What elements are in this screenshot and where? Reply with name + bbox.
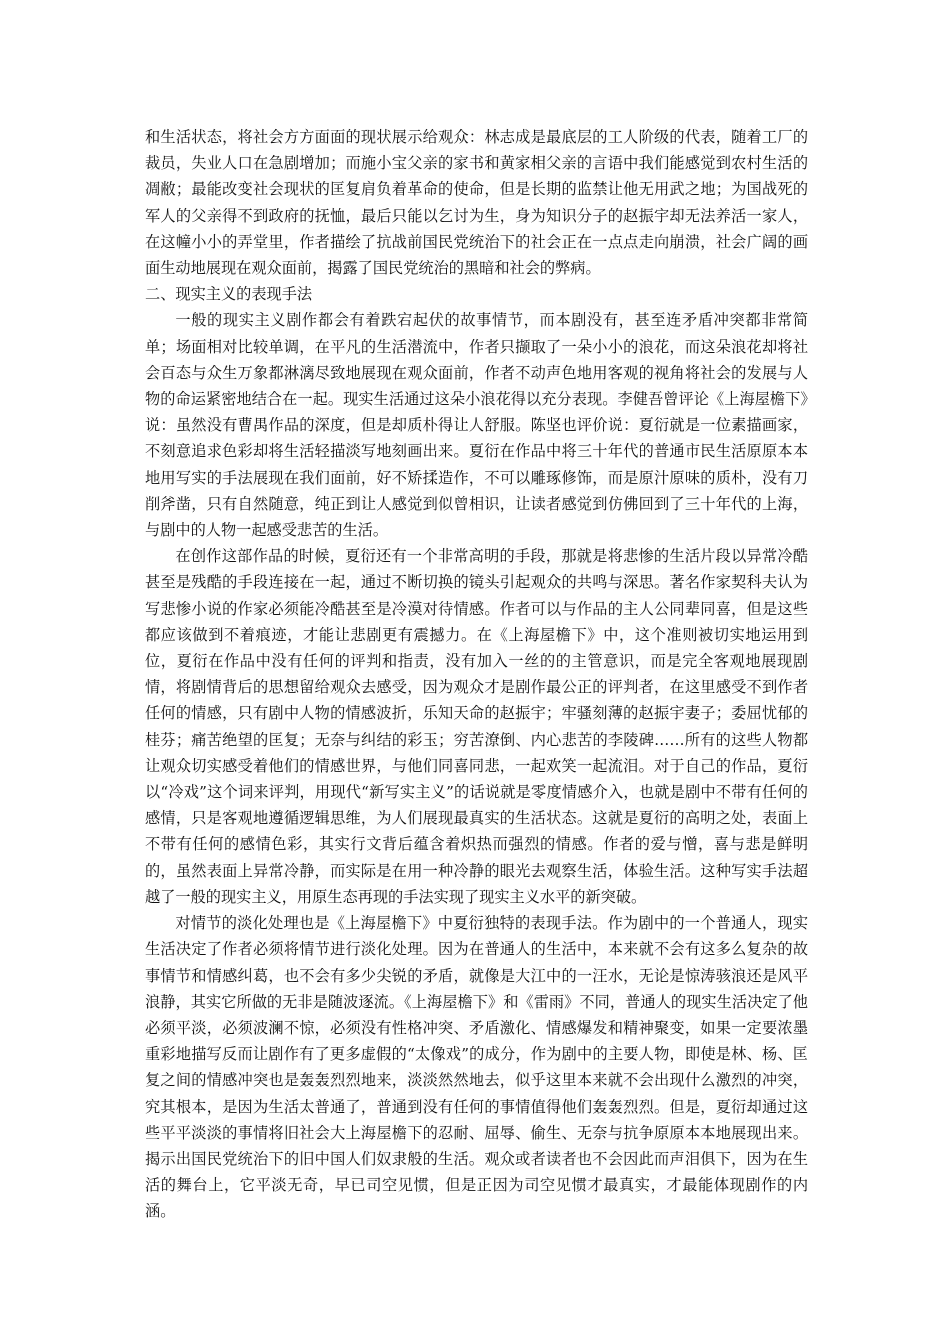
document-body [145, 124, 808, 1225]
paragraph: 对情节的淡化处理也是《上海屋檐下》中夏衍独特的表现手法。作为剧中的一个普通人，现实生活决定了作者必须将情节进行淡化处理。因为在普通人的生活中，本来就不会有这多么复杂的故事情节和情感纠葛，也不会有多少尖锐的矛盾，就像是大江中的一汪水，无论是惊涛骇浪还是风平浪静，其实它所做的无非是随波逐流。《上海屋檐下》和《雷雨》不同，普通人的现实生活决定了他必须平淡，必须波澜不惊，必须没有性格冲突、矛盾激化、情感爆发和精神聚变，如果一定要浓墨重彩地描写反而让剧作有了更多虚假的“太像戏”的成分，作为剧中的主要人物，即使是林、杨、匡复之间的情感冲突也是轰轰烈烈地来，淡淡然然地去，似乎这里本来就不会出现什么激烈的冲突，究其根本，是因为生活太普通了，普通到没有任何的事情值得他们轰轰烈烈。但是，夏衍却通过这些平平淡淡的事情将旧社会大上海屋檐下的忍耐、屈辱、偷生、无奈与抗争原原本本地展现出来。揭示出国民党统治下的旧中国人们奴隶般的生活。观众或者读者也不会因此而声泪俱下，因为在生活的舞台上，它平淡无奇，早已司空见惯，但是正因为司空见惯才最真实，才最能体现剧作的内涵。 [145, 914, 808, 1221]
paragraph-continuation: 和生活状态，将社会方方面面的现状展示给观众：林志成是最底层的工人阶级的代表，随着工厂的裁员，失业人口在急剧增加；而施小宝父亲的家书和黄家相父亲的言语中我们能感觉到农村生活的凋敝；最能改变社会现状的匡复肩负着革命的使命，但是长期的监禁让他无用武之地；为国战死的军人的父亲得不到政府的抚恤，最后只能以乞讨为生，身为知识分子的赵振宇却无法养活一家人，在这幢小小的弄堂里，作者描绘了抗战前国民党统治下的社会正在一点点走向崩溃，社会广阔的画面生动地展现在观众面前，揭露了国民党统治的黑暗和社会的弊病。 [145, 128, 808, 278]
paragraph: 一般的现实主义剧作都会有着跌宕起伏的故事情节，而本剧没有，甚至连矛盾冲突都非常简单；场面相对比较单调，在平凡的生活潜流中，作者只撷取了一朵小小的浪花，而这朵浪花却将社会百态与众生万象都淋漓尽致地展现在观众面前，作者不动声色地用客观的视角将社会的发展与人物的命运紧密地结合在一起。现实生活通过这朵小浪花得以充分表现。李健吾曾评论《上海屋檐下》说：虽然没有曹禺作品的深度，但是却质朴得让人舒服。陈坚也评价说：夏衍就是一位素描画家，不刻意追求色彩却将生活轻描淡写地刻画出来。夏衍在作品中将三十年代的普通市民生活原原本本地用写实的手法展现在我们面前，好不矫揉造作，不可以雕琢修饰，而是原汁原味的质朴，没有刀削斧凿，只有自然随意，纯正到让人感觉到似曾相识，让读者感觉到仿佛回到了三十年代的上海，与剧中的人物一起感受悲苦的生活。 [145, 311, 808, 540]
paragraph: 在创作这部作品的时候，夏衍还有一个非常高明的手段，那就是将悲惨的生活片段以异常冷酷甚至是残酷的手段连接在一起，通过不断切换的镜头引起观众的共鸣与深思。著名作家契科夫认为写悲惨小说的作家必须能冷酷甚至是冷漠对待情感。作者可以与作品的主人公同辈同喜，但是这些都应该做到不着痕迹，才能让悲剧更有震撼力。在《上海屋檐下》中，这个准则被切实地运用到位，夏衍在作品中没有任何的评判和指责，没有加入一丝的的主管意识，而是完全客观地展现剧情，将剧情背后的思想留给观众去感受，因为观众才是剧作最公正的评判者，在这里感受不到作者任何的情感，只有剧中人物的情感波折，乐知天命的赵振宇；牢骚刻薄的赵振宇妻子；委屈忧郁的桂芬；痛苦绝望的匡复；无奈与纠结的彩玉；穷苦潦倒、内心悲苦的李陵碑……所有的这些人物都让观众切实感受着他们的情感世界，与他们同喜同悲，一起欢笑一起流泪。对于自己的作品，夏衍以“冷戏”这个词来评判，用现代“新写实主义”的话说就是零度情感介入，也就是剧中不带有任何的感情，只是客观地遵循逻辑思维，为人们展现最真实的生活状态。这就是夏衍的高明之处，表面上不带有任何的感情色彩，其实行文背后蕴含着炽热而强烈的情感。作者的爱与憎，喜与悲是鲜明的，虽然表面上异常冷静，而实际是在用一种冷静的眼光去观察生活，体验生活。这种写实手法超越了一般的现实主义，用原生态再现的手法实现了现实主义水平的新突破。 [145, 547, 808, 906]
section-heading: 二、现实主义的表现手法 [145, 285, 313, 304]
